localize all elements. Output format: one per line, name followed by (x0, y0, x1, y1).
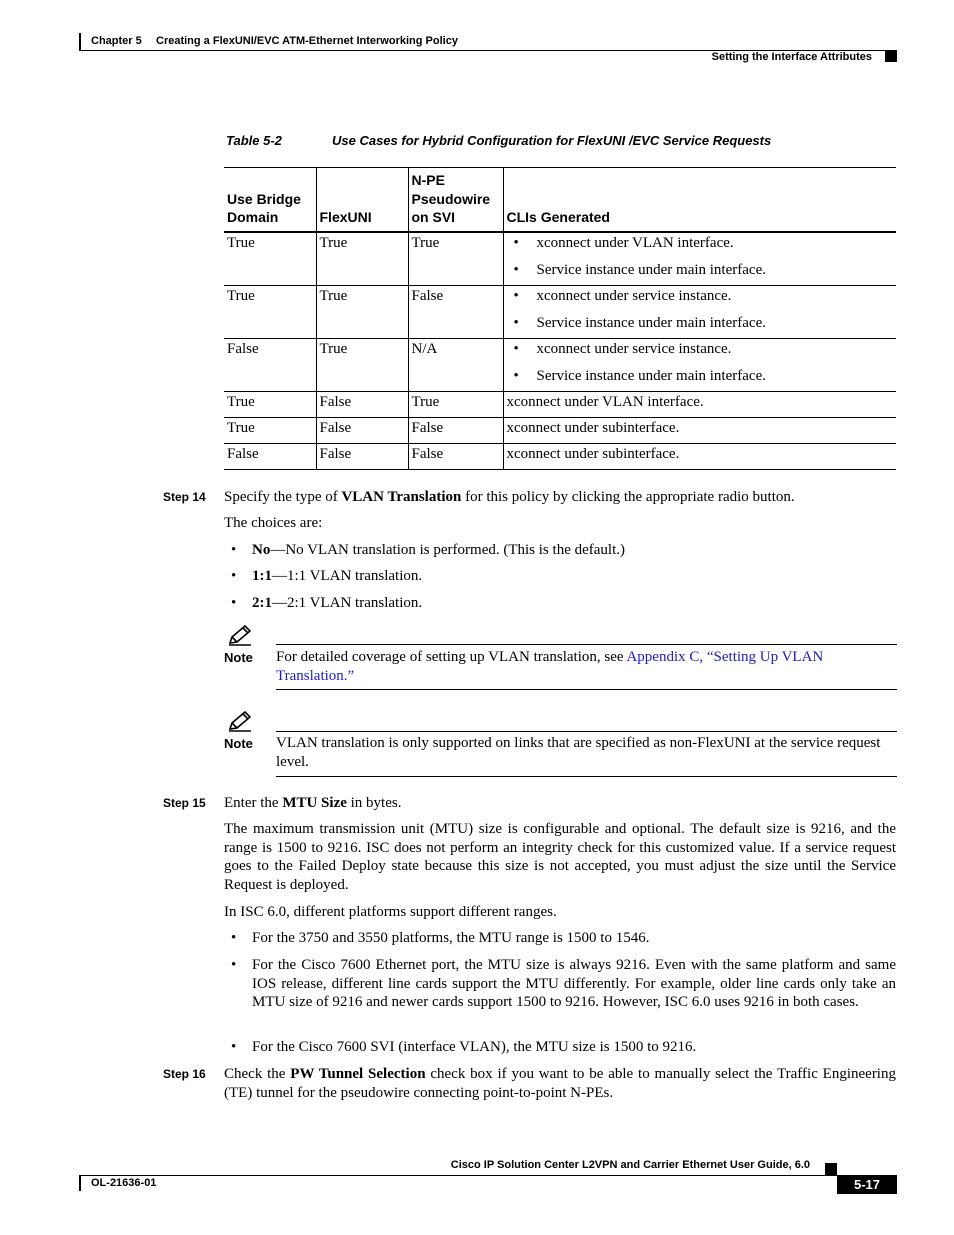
choice-item-2to1: • 2:1—2:1 VLAN translation. (231, 595, 423, 611)
header-npe-pseudowire: N-PE Pseudowire on SVI (408, 168, 503, 232)
table-title: Use Cases for Hybrid Configuration for FlexUNI /EVC Service Requests (332, 133, 772, 148)
mtu-size-term: MTU Size (282, 795, 347, 811)
vlan-translation-term: VLAN Translation (341, 489, 462, 505)
footer-marker (825, 1163, 837, 1175)
note-2-rule-top (276, 731, 897, 732)
cell-flexuni: False (316, 391, 408, 417)
cell-use-bridge-domain: True (224, 232, 316, 286)
note-1-rule-top (276, 644, 897, 645)
table-header-row (224, 168, 896, 232)
cell-flexuni: False (316, 417, 408, 443)
header-chapter-title: Creating a FlexUNI/EVC ATM-Ethernet Interworking Policy (156, 35, 458, 47)
mtu-description: The maximum transmission unit (MTU) size is configurable and optional. The default size is 9216, and the range is 1500 to 9216. ISC does not perform an integrity check for this customized value. If a service request goes to the Failed Deploy state because this size is not accepted, you must adjust the size until the Service Request is deployed. (224, 821, 896, 893)
step-16-text: Check the PW Tunnel Selection check box if you want to be able to manually select the Traffic Engineering (TE) tunnel for the pseudowire connecting point-to-point N-PEs. (224, 1066, 896, 1101)
platform-ranges-intro: In ISC 6.0, different platforms support different ranges. (224, 904, 557, 920)
cli-item: • Service instance under main interface. (507, 367, 894, 385)
cell-use-bridge-domain: True (224, 417, 316, 443)
header-flexuni: FlexUNI (316, 168, 408, 232)
table-row (224, 391, 896, 417)
pencil-note-icon (227, 710, 253, 732)
cli-item: • xconnect under service instance. (507, 287, 894, 305)
cell-npe-pseudowire: True (408, 391, 503, 417)
cli-item: • Service instance under main interface. (507, 261, 894, 279)
cell-npe-pseudowire: False (408, 443, 503, 469)
pencil-note-icon (227, 624, 253, 646)
cell-flexuni: True (316, 285, 408, 338)
cell-clis: xconnect under subinterface. (503, 443, 896, 469)
cell-use-bridge-domain: True (224, 391, 316, 417)
cell-flexuni: False (316, 443, 408, 469)
table-row (224, 285, 896, 338)
footer-rule (79, 1175, 895, 1176)
choice-item-no: • No—No VLAN translation is performed. (This is the default.) (231, 542, 625, 558)
cell-flexuni: True (316, 232, 408, 286)
note-2-label: Note (224, 736, 253, 751)
mtu-bullet-7600-svi: • For the Cisco 7600 SVI (interface VLAN), the MTU size is 1500 to 9216. (231, 1039, 697, 1055)
mtu-bullet-7600-ethernet: • For the Cisco 7600 Ethernet port, the MTU size is always 9216. Even with the same platform and same IOS release, different line cards support the MTU differently. For example, older line cards only take an MTU size of 9216 and newer cards support 1500 to 9216. However, ISC 6.0 uses 9216 in both cases. (231, 957, 896, 1011)
table-row (224, 338, 896, 391)
appendix-c-link[interactable]: Appendix C, “Setting Up VLAN Translation.” (276, 649, 824, 684)
cli-item: • xconnect under VLAN interface. (507, 234, 894, 252)
pw-tunnel-selection-term: PW Tunnel Selection (290, 1066, 426, 1082)
table-row (224, 417, 896, 443)
footer-guide-title: Cisco IP Solution Center L2VPN and Carrier Ethernet User Guide, 6.0 (450, 1159, 810, 1171)
header-chapter: Chapter 5 (91, 35, 142, 47)
note-1-rule-bottom (276, 689, 897, 690)
page-number: 5-17 (837, 1175, 897, 1194)
step-16-label: Step 16 (163, 1067, 206, 1081)
choice-item-1to1: • 1:1—1:1 VLAN translation. (231, 568, 423, 584)
step-15-text: Enter the MTU Size in bytes. (224, 795, 402, 811)
cell-flexuni: True (316, 338, 408, 391)
choices-intro: The choices are: (224, 515, 323, 531)
cli-item: • xconnect under service instance. (507, 340, 894, 358)
footer-doc-id: OL-21636-01 (91, 1177, 157, 1189)
table-row (224, 232, 896, 286)
header-use-bridge-domain: Use Bridge Domain (224, 168, 316, 232)
mtu-bullet-3750: • For the 3750 and 3550 platforms, the MTU range is 1500 to 1546. (231, 930, 650, 946)
table-row (224, 443, 896, 469)
step-15-label: Step 15 (163, 796, 206, 810)
header-section: Setting the Interface Attributes (711, 51, 872, 63)
step-14-text: Specify the type of VLAN Translation for this policy by clicking the appropriate radio button. (224, 489, 795, 505)
use-cases-table (224, 167, 896, 470)
footer-rule-vertical (79, 1175, 81, 1191)
cell-npe-pseudowire: False (408, 285, 503, 338)
cell-npe-pseudowire: False (408, 417, 503, 443)
note-1-label: Note (224, 650, 253, 665)
cell-clis (503, 338, 896, 391)
cli-item: • Service instance under main interface. (507, 314, 894, 332)
cell-npe-pseudowire: True (408, 232, 503, 286)
note-1-text: For detailed coverage of setting up VLAN translation, see Appendix C, “Setting Up VLAN Translation.” (276, 649, 824, 684)
cell-use-bridge-domain: True (224, 285, 316, 338)
note-2-text: VLAN translation is only supported on links that are specified as non-FlexUNI at the service request level. (276, 735, 881, 770)
cell-clis: xconnect under subinterface. (503, 417, 896, 443)
cell-npe-pseudowire: N/A (408, 338, 503, 391)
cell-clis: xconnect under VLAN interface. (503, 391, 896, 417)
cell-clis (503, 285, 896, 338)
step-14-label: Step 14 (163, 490, 206, 504)
cell-use-bridge-domain: False (224, 338, 316, 391)
header-rule-vertical (79, 33, 81, 50)
header-marker (885, 50, 897, 62)
cell-clis (503, 232, 896, 286)
cell-use-bridge-domain: False (224, 443, 316, 469)
table-number: Table 5-2 (226, 133, 282, 148)
header-clis-generated: CLIs Generated (503, 168, 896, 232)
note-2-rule-bottom (276, 776, 897, 777)
